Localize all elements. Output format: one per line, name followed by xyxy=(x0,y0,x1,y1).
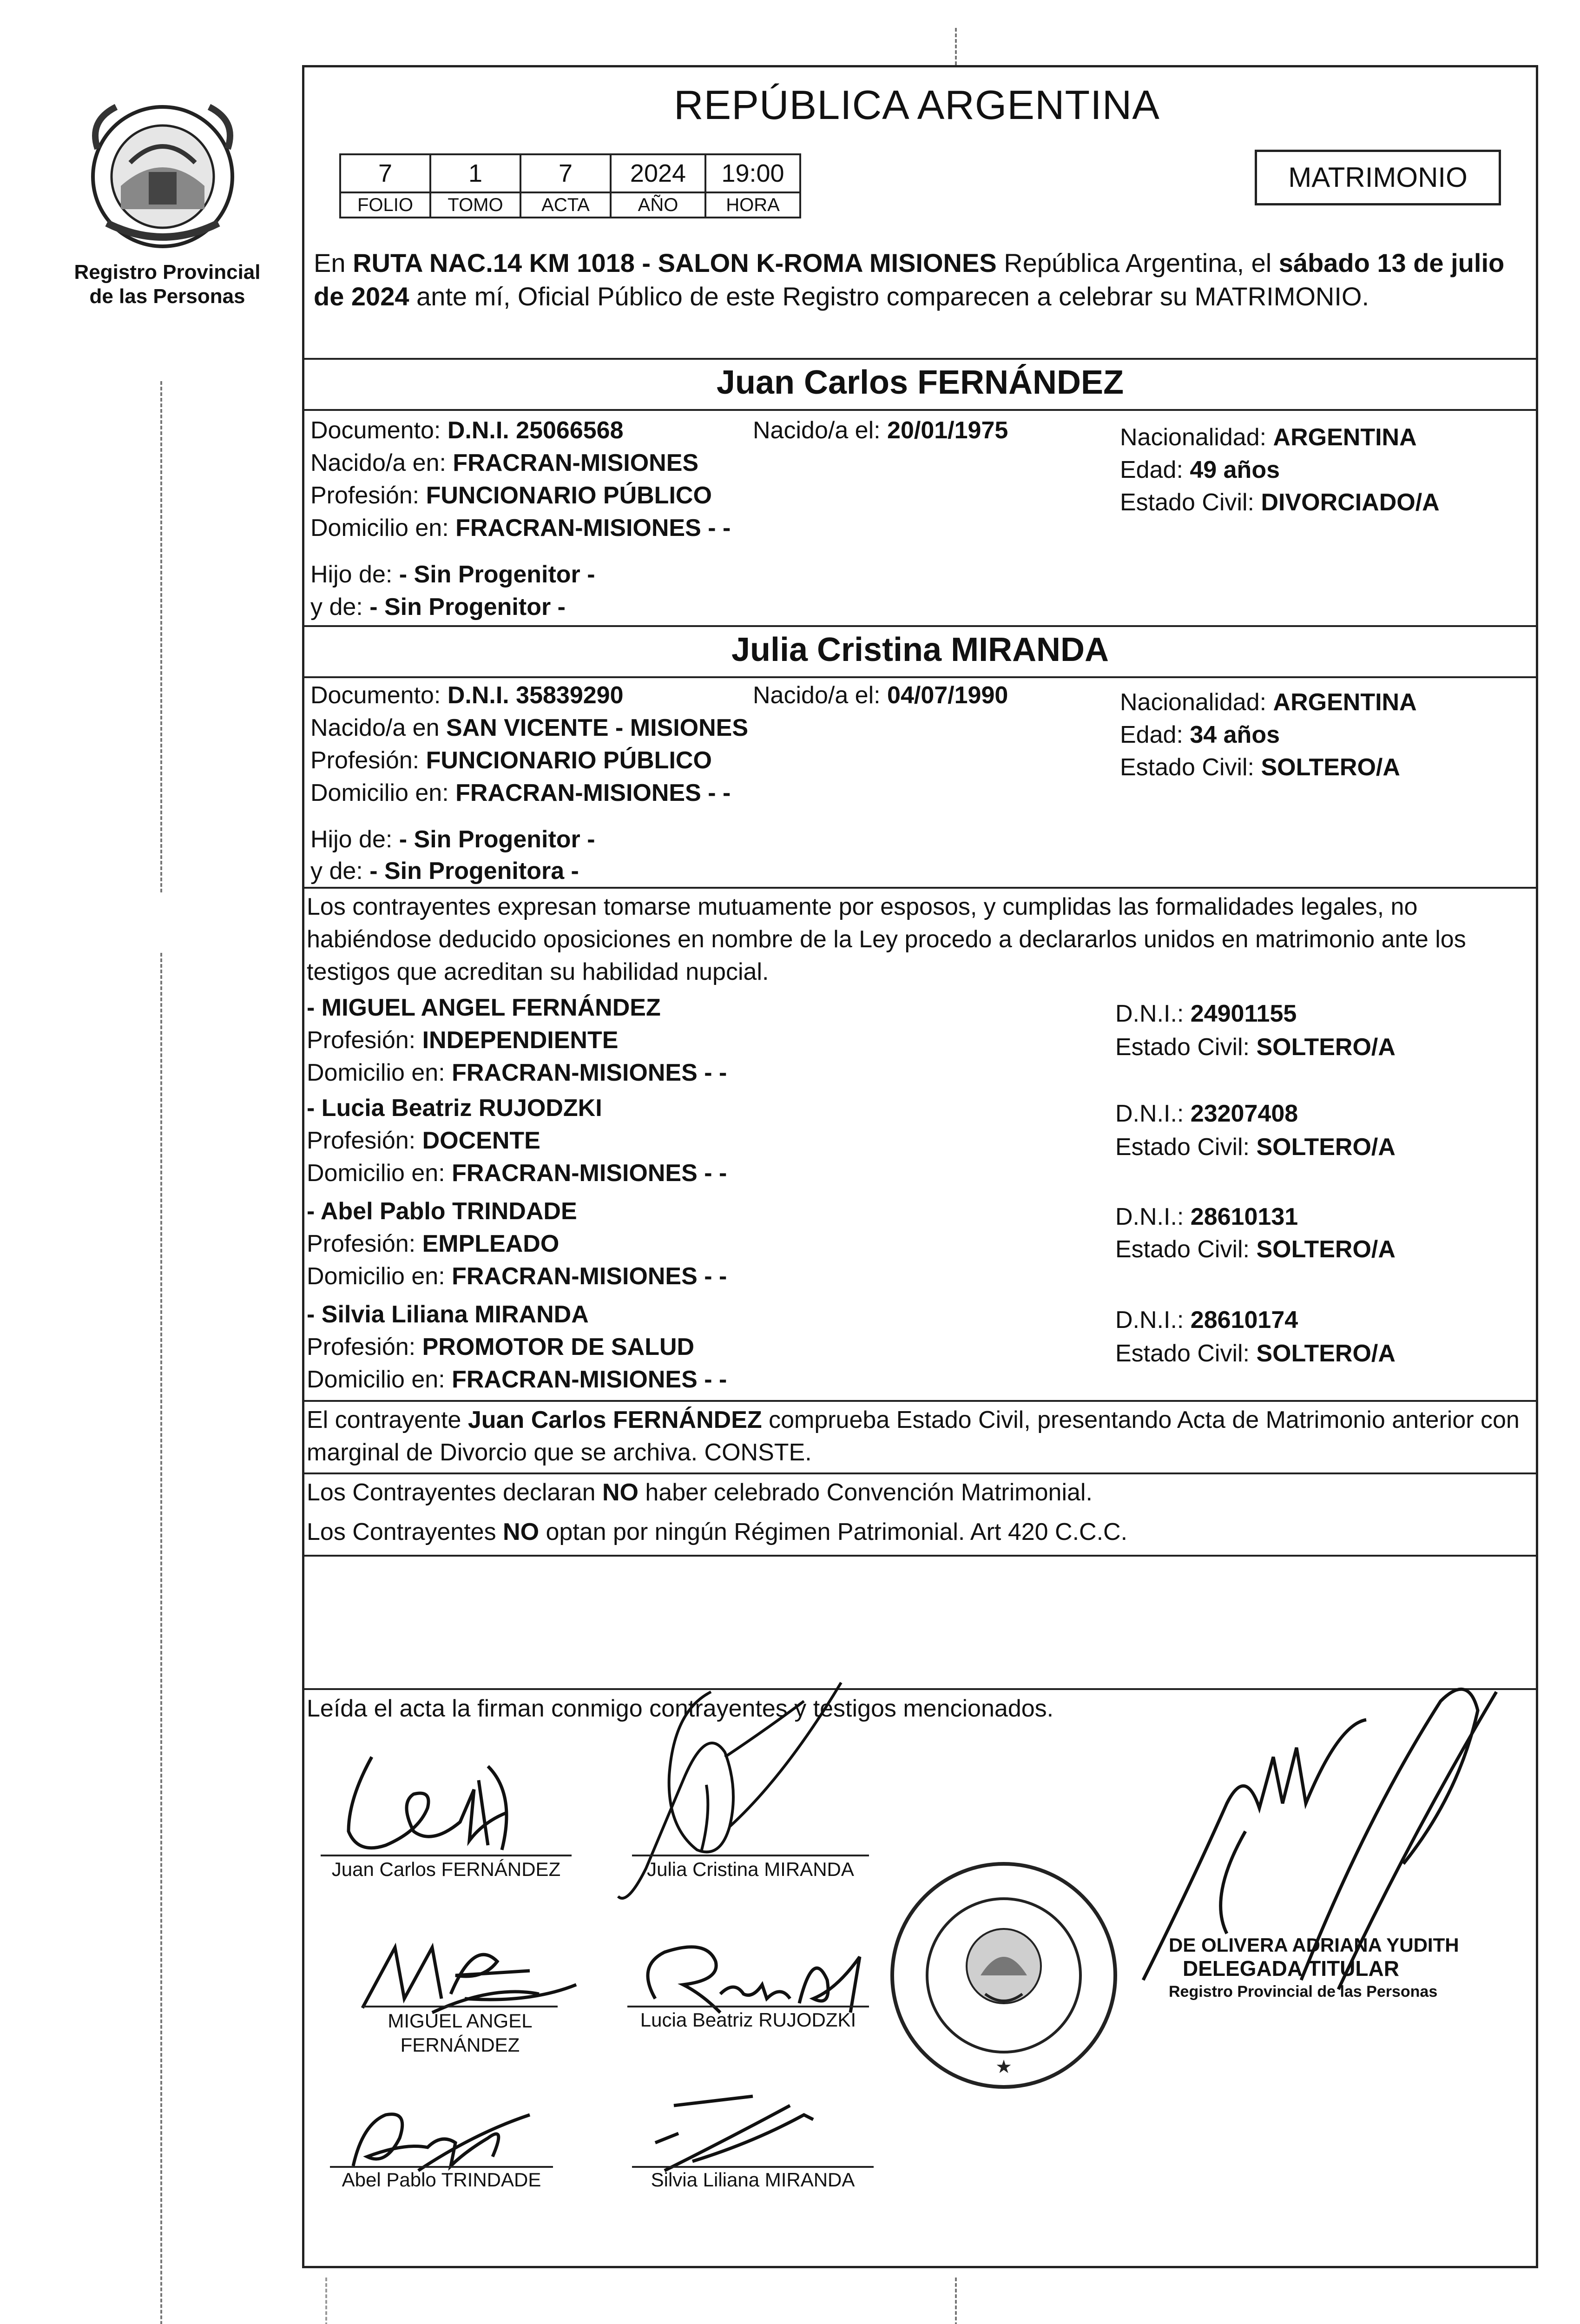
divider xyxy=(302,1472,1538,1474)
signature-line xyxy=(632,1855,869,1856)
c1-nacido-en: Nacido/a en: FRACRAN-MISIONES xyxy=(310,449,699,476)
firma-t1-label: MIGUEL ANGEL FERNÁNDEZ xyxy=(388,2010,533,2056)
testigo-dni: D.N.I.: 23207408 xyxy=(1115,1100,1298,1127)
signature-line xyxy=(321,1855,572,1856)
fold-dashes xyxy=(955,28,957,65)
c2-padre: Hijo de: - Sin Progenitor - xyxy=(310,826,595,853)
fold-dashes xyxy=(325,2278,327,2324)
margin-dashes xyxy=(160,381,162,892)
tomo-label: TOMO xyxy=(430,192,520,218)
divider xyxy=(302,676,1538,678)
testigo-profesion: Profesión: INDEPENDIENTE xyxy=(307,1027,619,1054)
fecha: sábado 13 de julio de 2024 xyxy=(314,248,1505,311)
svg-text:★: ★ xyxy=(995,2057,1012,2077)
signature-line xyxy=(330,2166,553,2168)
signature-line xyxy=(627,2006,869,2007)
c2-domicilio: Domicilio en: FRACRAN-MISIONES - - xyxy=(310,779,731,806)
tomo-value: 1 xyxy=(430,154,520,192)
divider xyxy=(302,625,1538,627)
hora-label: HORA xyxy=(705,192,800,218)
testigo-estado: Estado Civil: SOLTERO/A xyxy=(1115,1034,1396,1061)
oficial-stamp: DE OLIVERA ADRIANA YUDITH DELEGADA TITULAR Registro Provincial de las Personas xyxy=(1169,1934,1459,2000)
divider xyxy=(302,887,1538,889)
divider xyxy=(302,358,1538,360)
nota-divorcio: El contrayente Juan Carlos FERNÁNDEZ comprueba Estado Civil, presentando Acta de Matrimonio anterior con marginal de Divorcio que se archiva. CONSTE. xyxy=(307,1406,1520,1466)
country-title: REPÚBLICA ARGENTINA xyxy=(674,82,1160,128)
c1-padre: Hijo de: - Sin Progenitor - xyxy=(310,561,595,588)
lectura-line: Leída el acta la firman conmigo contrayentes y testigos mencionados. xyxy=(307,1695,1054,1722)
regimen-line: Los Contrayentes NO optan por ningún Régimen Patrimonial. Art 420 C.C.C. xyxy=(307,1519,1128,1545)
testigo-profesion: Profesión: PROMOTOR DE SALUD xyxy=(307,1334,695,1360)
testigo-dni: D.N.I.: 28610174 xyxy=(1115,1307,1298,1334)
testigo-nombre: - Lucia Beatriz RUJODZKI xyxy=(307,1095,602,1122)
provincia-misiones-seal-icon xyxy=(79,93,246,260)
testigo-domicilio: Domicilio en: FRACRAN-MISIONES - - xyxy=(307,1059,727,1086)
testigo-domicilio: Domicilio en: FRACRAN-MISIONES - - xyxy=(307,1366,727,1393)
testigo-domicilio: Domicilio en: FRACRAN-MISIONES - - xyxy=(307,1263,727,1290)
anio-label: AÑO xyxy=(611,192,705,218)
c2-estado-civil: Estado Civil: SOLTERO/A xyxy=(1120,754,1400,781)
folio-label: FOLIO xyxy=(340,192,430,218)
fold-dashes xyxy=(955,2278,957,2324)
c2-profesion: Profesión: FUNCIONARIO PÚBLICO xyxy=(310,747,712,774)
signature-lucia-beatriz xyxy=(627,1929,888,2022)
divider xyxy=(302,409,1538,411)
folio-value: 7 xyxy=(340,154,430,192)
testigo-profesion: Profesión: EMPLEADO xyxy=(307,1230,560,1257)
testigo-estado: Estado Civil: SOLTERO/A xyxy=(1115,1340,1396,1367)
anio-value: 2024 xyxy=(611,154,705,192)
contrayente1-name: Juan Carlos FERNÁNDEZ xyxy=(716,364,1124,401)
registro-table xyxy=(339,153,801,218)
c2-madre: y de: - Sin Progenitora - xyxy=(310,858,579,885)
signature-line xyxy=(362,2006,558,2007)
intro-paragraph: En RUTA NAC.14 KM 1018 - SALON K-ROMA MISIONES República Argentina, el sábado 13 de julio de 2024 ante mí, Oficial Público de este Registro comparecen a celebrar su MATRIMONIO. xyxy=(314,248,1505,311)
signature-juan-carlos xyxy=(321,1738,581,1873)
delegacion-stamp-icon xyxy=(883,1855,1125,2096)
margin-dashes xyxy=(160,953,162,2324)
firma-t4-label: Silvia Liliana MIRANDA xyxy=(651,2169,855,2191)
testigo-dni: D.N.I.: 24901155 xyxy=(1115,1000,1297,1027)
contrayente2-name: Julia Cristina MIRANDA xyxy=(731,631,1109,668)
lugar: RUTA NAC.14 KM 1018 - SALON K-ROMA MISIONES xyxy=(353,248,997,277)
signature-miguel-angel xyxy=(344,1929,586,2022)
acta-label: ACTA xyxy=(520,192,611,218)
convencion-line: Los Contrayentes declaran NO haber celebrado Convención Matrimonial. xyxy=(307,1479,1093,1506)
firma-c1-label: Juan Carlos FERNÁNDEZ xyxy=(331,1858,561,1880)
c1-domicilio: Domicilio en: FRACRAN-MISIONES - - xyxy=(310,515,731,541)
c2-edad: Edad: 34 años xyxy=(1120,721,1280,748)
testigo-estado: Estado Civil: SOLTERO/A xyxy=(1115,1236,1396,1263)
c1-edad: Edad: 49 años xyxy=(1120,456,1280,483)
firma-c2-label: Julia Cristina MIRANDA xyxy=(647,1858,854,1880)
logo-caption: Registro Provincial de las Personas xyxy=(74,261,261,308)
c1-documento: Documento: D.N.I. 25066568 xyxy=(310,417,624,444)
testigo-estado: Estado Civil: SOLTERO/A xyxy=(1115,1134,1396,1161)
declaracion-paragraph: Los contrayentes expresan tomarse mutuamente por esposos, y cumplidas las formalidades legales, no habiéndose deducido oposiciones en nombre de la Ley procedo a declararlos unidos en matrimonio ante los testigos que acreditan su habilidad nupcial. xyxy=(307,893,1466,985)
c1-nacido-el: Nacido/a el: 20/01/1975 xyxy=(753,417,1008,444)
testigo-dni: D.N.I.: 28610131 xyxy=(1115,1203,1298,1230)
acta-type-box: MATRIMONIO xyxy=(1255,150,1501,205)
c1-estado-civil: Estado Civil: DIVORCIADO/A xyxy=(1120,489,1440,516)
c2-nacido-el: Nacido/a el: 04/07/1990 xyxy=(753,682,1008,709)
c2-documento: Documento: D.N.I. 35839290 xyxy=(310,682,624,709)
c1-nacionalidad: Nacionalidad: ARGENTINA xyxy=(1120,424,1417,451)
signature-line xyxy=(632,2166,874,2168)
testigo-nombre: - Abel Pablo TRINDADE xyxy=(307,1198,577,1225)
testigo-nombre: - Silvia Liliana MIRANDA xyxy=(307,1301,589,1328)
c1-profesion: Profesión: FUNCIONARIO PÚBLICO xyxy=(310,482,712,509)
c1-madre: y de: - Sin Progenitor - xyxy=(310,594,566,621)
firma-t2-label: Lucia Beatriz RUJODZKI xyxy=(640,2009,856,2031)
acta-value: 7 xyxy=(520,154,611,192)
testigo-profesion: Profesión: DOCENTE xyxy=(307,1127,540,1154)
c2-nacido-en: Nacido/a en SAN VICENTE - MISIONES xyxy=(310,714,749,741)
divider xyxy=(302,1400,1538,1402)
testigo-domicilio: Domicilio en: FRACRAN-MISIONES - - xyxy=(307,1160,727,1187)
firma-t3-label: Abel Pablo TRINDADE xyxy=(342,2169,541,2191)
testigo-nombre: - MIGUEL ANGEL FERNÁNDEZ xyxy=(307,994,661,1021)
hora-value: 19:00 xyxy=(705,154,800,192)
divider xyxy=(302,1555,1538,1557)
c2-nacionalidad: Nacionalidad: ARGENTINA xyxy=(1120,689,1417,716)
